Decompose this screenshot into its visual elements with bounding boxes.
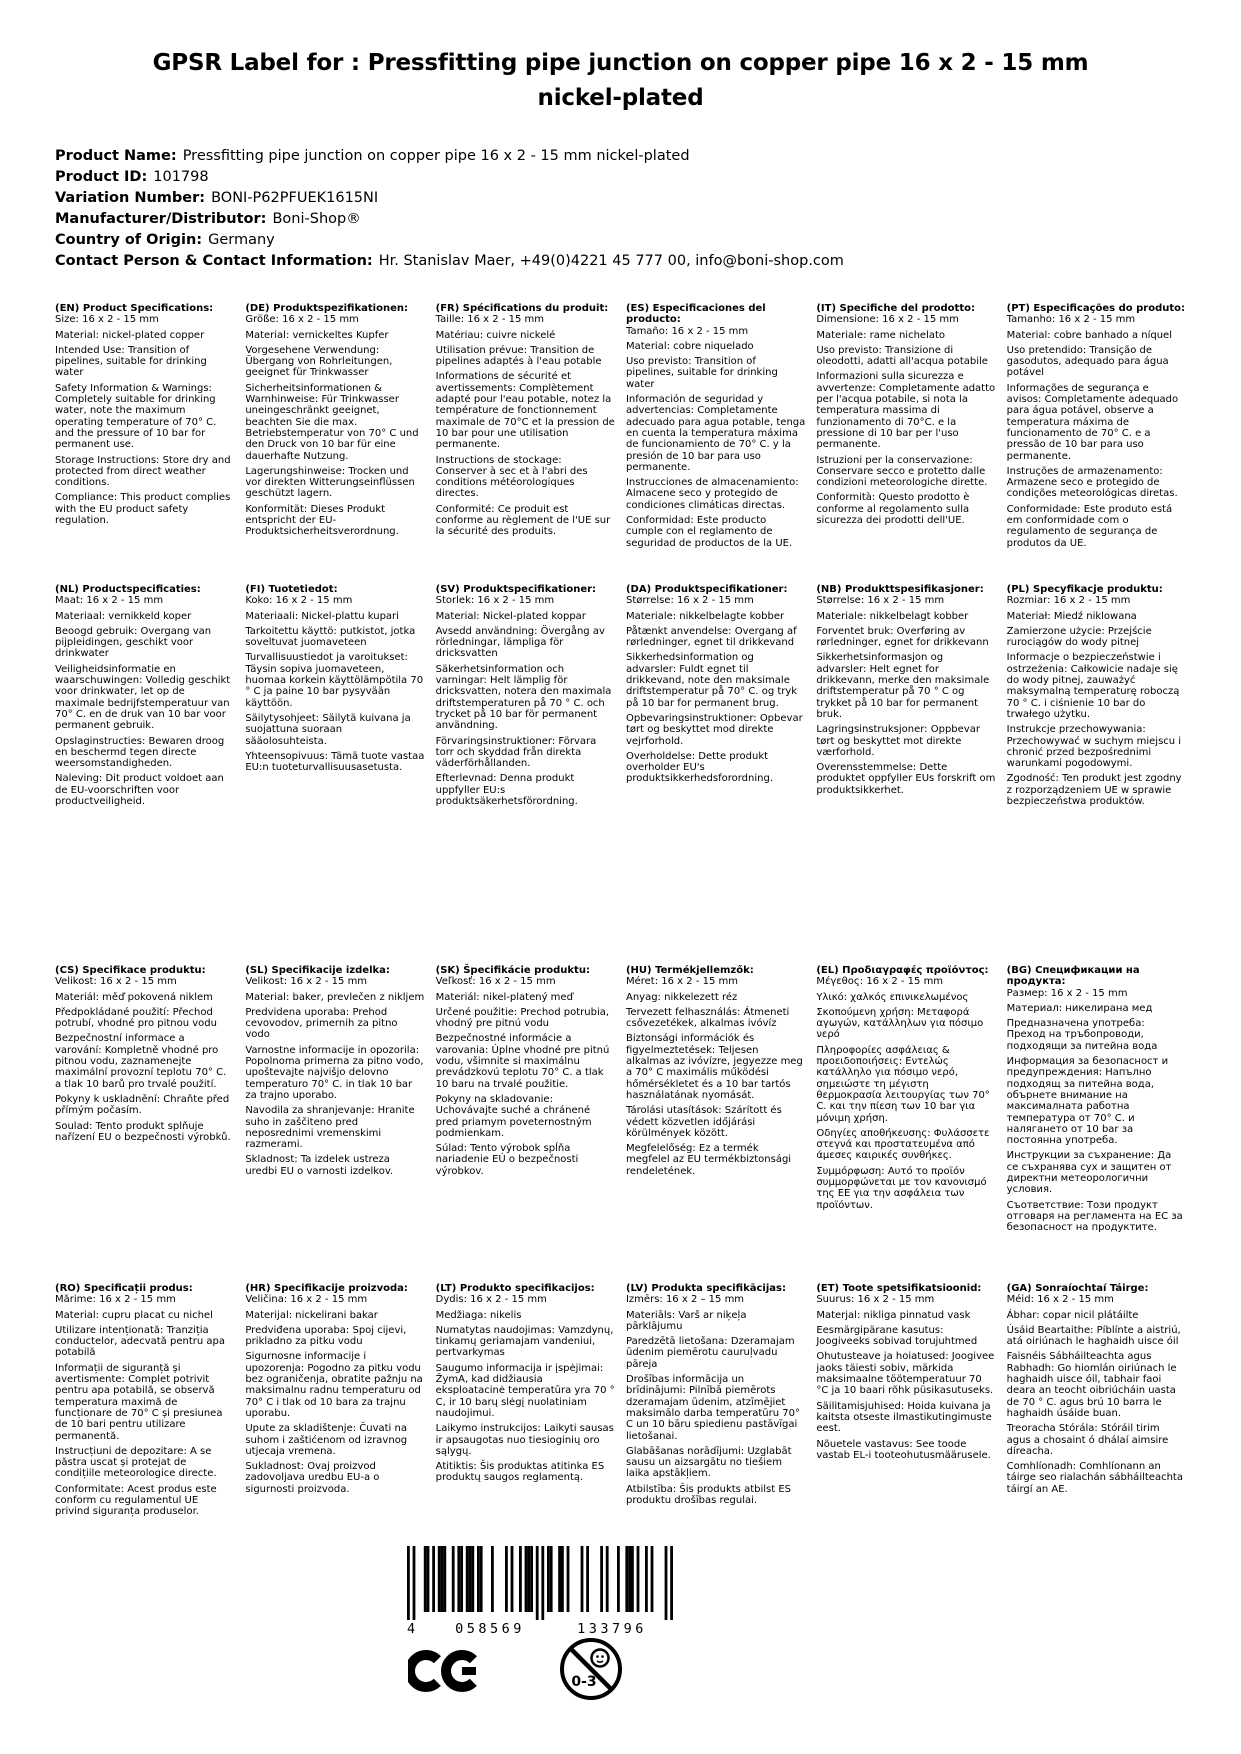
language-block-hu <box>626 965 805 1283</box>
spec-paragraph: Material: vernickeltes Kupfer <box>245 329 389 341</box>
spec-paragraph: Lagringsinstruksjoner: Oppbevar tørt og beskyttet mot direkte værforhold. <box>816 724 980 758</box>
spec-paragraph: Größe: 16 x 2 - 15 mm <box>245 314 359 326</box>
spec-paragraph: Υλικό: χαλκός επινικελωμένος <box>816 991 969 1003</box>
spec-paragraph: Størrelse: 16 x 2 - 15 mm <box>816 595 945 607</box>
spec-paragraph: Storlek: 16 x 2 - 15 mm <box>435 595 555 607</box>
spec-paragraph: Material: cobre banhado a níquel <box>1006 329 1172 341</box>
spec-paragraph: Säilitamisjuhised: Hoida kuivana ja kaitsta otseste ilmastikutingimuste eest. <box>816 1400 992 1435</box>
spec-paragraph: Navodila za shranjevanje: Hranite suho in zaščiteno pred neposrednimi vremenskimi razmerami. <box>245 1105 415 1151</box>
spec-paragraph: Storage Instructions: Store dry and protected from direct weather conditions. <box>55 454 231 489</box>
language-block-header: (BG) Спецификации на продукта: <box>1006 965 1140 988</box>
spec-paragraph: Opbevaringsinstruktioner: Opbevar tørt og beskyttet mod direkte vejrforhold. <box>625 712 803 747</box>
spec-paragraph: Efterlevnad: Denna produkt uppfyller EU:s produktsäkerhetsförordning. <box>435 773 578 808</box>
language-block-it <box>816 303 995 584</box>
language-block-header: (PT) Especificações do produto: <box>1006 303 1186 314</box>
barcode-digit-leading: 4 <box>407 1621 416 1637</box>
spec-paragraph: Instrucciones de almacenamiento: Almacene seco y protegido de condiciones climáticas directas. <box>625 477 799 511</box>
language-block-header: (IT) Specifiche del prodotto: <box>816 303 975 314</box>
spec-paragraph: Veličina: 16 x 2 - 15 mm <box>245 1294 368 1306</box>
language-block-pl <box>1007 584 1186 965</box>
spec-paragraph: Tamaño: 16 x 2 - 15 mm <box>625 325 749 337</box>
spec-paragraph: Koko: 16 x 2 - 15 mm <box>245 595 353 607</box>
spec-paragraph: Mărime: 16 x 2 - 15 mm <box>55 1294 176 1306</box>
ean-barcode <box>407 1546 673 1637</box>
spec-paragraph: Veľkosť: 16 x 2 - 15 mm <box>435 976 556 988</box>
spec-paragraph: Informații de siguranță și avertismente: Complet potrivit pentru apa potabilă, se observă temperatura maximă de funcționare de 70° C și presiunea de 10 bari pentru utilizare permanentă. <box>55 1362 223 1442</box>
spec-paragraph: Sukladnost: Ovaj proizvod zadovoljava uredbu EU-a o sigurnosti proizvoda. <box>245 1461 380 1495</box>
spec-paragraph: Overholdelse: Dette produkt overholder EU's produktsikkerhedsforordning. <box>625 750 774 785</box>
spec-paragraph: Anyag: nikkelezett réz <box>625 991 738 1003</box>
spec-paragraph: Σκοπούμενη χρήση: Μεταφορά αγωγών, κατάλληλων για πόσιμο νερό <box>816 1006 984 1041</box>
product-info-row <box>55 146 1186 167</box>
spec-paragraph: Размер: 16 x 2 - 15 mm <box>1006 987 1128 999</box>
language-block-fr <box>436 303 615 584</box>
language-block-bg <box>1007 965 1186 1283</box>
spec-paragraph: Pokyny na skladovanie: Uchovávajte suché a chránené pred priamym poveternostným podmienkam. <box>435 1093 592 1139</box>
spec-paragraph: Suurus: 16 x 2 - 15 mm <box>816 1294 935 1306</box>
spec-paragraph: Material: nickel-plated copper <box>55 329 205 341</box>
spec-paragraph: Materiał: Miedź niklowana <box>1006 610 1137 622</box>
spec-paragraph: Informacje o bezpieczeństwie i ostrzeżenia: Całkowicie nadaje się do wody pitnej, zauważyć maksymalną temperaturę roboczą 70 ° C. i ciśnienie 10 bar do trwałego użytku. <box>1006 652 1180 720</box>
spec-paragraph: Uso pretendido: Transição de gasodutos, adequado para água potável <box>1006 344 1169 379</box>
language-block-header: (SV) Produktspecifikationer: <box>435 584 597 595</box>
spec-paragraph: Predviđena uporaba: Spoj cijevi, prikladno za pitku vodu <box>245 1324 407 1348</box>
language-block-header: (EL) Προδιαγραφές προϊόντος: <box>816 965 989 976</box>
spec-paragraph: Materjal: nikliga pinnatud vask <box>816 1309 971 1321</box>
language-block-ro <box>55 1283 234 1522</box>
product-info-value: Pressfitting pipe junction on copper pipe 16 x 2 - 15 mm nickel-plated <box>182 148 690 164</box>
page-title: GPSR Label for : Pressfitting pipe junction on copper pipe 16 x 2 - 15 mm nickel-plated <box>152 50 1089 111</box>
language-block-sk <box>436 965 615 1283</box>
spec-paragraph: Predvidena uporaba: Prehod cevovodov, primernih za pitno vodo <box>245 1006 398 1041</box>
product-info-value: Boni-Shop® <box>272 211 361 227</box>
spec-paragraph: Informazioni sulla sicurezza e avvertenze: Completamente adatto per l'acqua potabile, si nota la temperatura massima di funzionamento di 70°C. e la pressione di 10 bar per l'uso permanente. <box>816 371 996 451</box>
spec-paragraph: Materiale: rame nichelato <box>816 329 946 341</box>
spec-paragraph: Συμμόρφωση: Αυτό το προϊόν συμμορφώνεται με τον κανονισμό της ΕΕ για την ασφάλεια των προϊόντων. <box>816 1165 987 1211</box>
language-block-header: (LT) Produkto specifikacijos: <box>435 1283 595 1294</box>
spec-paragraph: Utilizare intenționată: Tranziția conductelor, adecvată pentru apa potabilă <box>55 1324 225 1359</box>
spec-paragraph: Drošības informācija un brīdinājumi: Pilnībā piemērots dzeramajam ūdenim, atzīmējiet maksimālo darba temperatūru 70° C un 10 bāru spiedienu pastāvīgai lietošanai. <box>625 1374 800 1442</box>
spec-paragraph: Información de seguridad y advertencias: Completamente adecuado para agua potable, tenga en cuenta la temperatura máxima de funcionamiento de 70° C. y la presión de 10 bar para uso permanente. <box>625 394 806 473</box>
language-block-header: (HR) Specifikacije proizvoda: <box>245 1283 408 1294</box>
spec-paragraph: Glabāšanas norādījumi: Uzglabāt sausu un aizsargātu no tiešiem laika apstākļiem. <box>625 1445 792 1480</box>
language-block-de <box>245 303 424 584</box>
product-info-row <box>55 209 1186 230</box>
spec-paragraph: Material: baker, prevlečen z nikljem <box>245 991 425 1003</box>
product-info-label: Variation Number: <box>55 190 206 206</box>
spec-paragraph: Varnostne informacije in opozorila: Popolnoma primerna za pitno vodo, upoštevajte najvišjo delovno temperaturo 70° C. in tlak 10 bar za trajno uporabo. <box>245 1044 424 1101</box>
spec-paragraph: Laikymo instrukcijos: Laikyti sausas ir apsaugotas nuo tiesioginių oro sąlygų. <box>435 1423 614 1457</box>
language-block-pt <box>1007 303 1186 584</box>
spec-paragraph: Tamanho: 16 x 2 - 15 mm <box>1006 314 1136 326</box>
language-block-header: (RO) Specificații produs: <box>55 1283 193 1294</box>
spec-paragraph: Megfelelőség: Ez a termék megfelel az EU termékbiztonsági rendeletének. <box>625 1143 792 1177</box>
spec-paragraph: Materiál: nikel-platený meď <box>435 991 573 1003</box>
spec-paragraph: Säilytysohjeet: Säilytä kuivana ja suojattuna suoraan sääolosuhteista. <box>245 712 411 747</box>
spec-paragraph: Compliance: This product complies with the EU product safety regulation. <box>55 492 231 527</box>
product-info-row <box>55 230 1186 251</box>
spec-paragraph: Информация за безопасност и предупреждения: Напълно подходящ за питейна вода, обърнете внимание на максималната работна температура от 70° C. и налягането от 10 bar за постоянна употреба. <box>1006 1056 1169 1147</box>
language-block-da <box>626 584 805 965</box>
spec-paragraph: Tervezett felhasználás: Átmeneti csővezetékek, alkalmas ivóvíz <box>625 1006 790 1030</box>
spec-paragraph: Material: cupru placat cu nichel <box>55 1309 213 1321</box>
spec-paragraph: Materiál: měď pokovená niklem <box>55 991 213 1003</box>
language-block-header: (HU) Termékjellemzők: <box>625 965 754 976</box>
spec-paragraph: Overensstemmelse: Dette produktet oppfyller EUs forskrift om produktsikkerhet. <box>816 762 996 796</box>
spec-paragraph: Materiale: nikkelbelagt kobber <box>816 610 969 622</box>
spec-paragraph: Sikkerhedsinformation og advarsler: Fuldt egnet til drikkevand, note den maksimale driftstemperatur på 70° C. og tryk på 10 bar for permanent brug. <box>625 652 798 709</box>
spec-paragraph: Предназначена употреба: Преход на тръбопроводи, подходящи за питейна вода <box>1006 1018 1158 1052</box>
spec-paragraph: Materiaal: vernikkeld koper <box>55 610 192 622</box>
spec-paragraph: Instrucțiuni de depozitare: A se păstra uscat și protejat de condițiile meteorologice directe. <box>55 1445 217 1480</box>
spec-paragraph: Faisnéis Sábháilteachta agus Rabhadh: Go hiomlán oiriúnach le haghaidh uisce óil, tabhair faoi deara an teocht oibriúcháin uasta de 70 ° C. agus brú 10 barra le haghaidh úsáide buan. <box>1006 1351 1177 1419</box>
ean-barcode-bars <box>407 1546 673 1620</box>
spec-paragraph: Bezpečnostní informace a varování: Kompletně vhodné pro pitnou vodu, zaznamenejte maximální provozní teplotu 70° C. a tlak 10 barů pro trvalé použití. <box>55 1033 227 1090</box>
spec-paragraph: Ohutusteave ja hoiatused: Joogivee jaoks täiesti sobiv, märkida maksimaalne töötemperatuur 70 °C ja 10 baari rõhk püsikasutuseks. <box>816 1351 995 1397</box>
language-block-lt <box>436 1283 615 1522</box>
spec-paragraph: Yhteensopivuus: Tämä tuote vastaa EU:n tuoteturvallisuusasetusta. <box>245 750 425 774</box>
spec-paragraph: Säkerhetsinformation och varningar: Helt lämplig för dricksvatten, notera den maximala driftstemperaturen på 70 ° C. och trycket på 10 bar för permanent användning. <box>435 663 612 732</box>
spec-paragraph: Πληροφορίες ασφάλειας & προειδοποιήσεις: Εντελώς κατάλληλο για πόσιμο νερό, σημειώστε τη μέγιστη θερμοκρασία λειτουργίας των 70° C. και την πίεση των 10 bar για μόνιμη χρήση. <box>816 1044 990 1124</box>
spec-paragraph: Předpokládané použití: Přechod potrubí, vhodné pro pitnou vodu <box>55 1006 217 1030</box>
spec-paragraph: Uso previsto: Transition of pipelines, suitable for drinking water <box>625 356 778 390</box>
spec-paragraph: Turvallisuustiedot ja varoitukset: Täysin sopiva juomaveteen, huomaa korkein käyttölämpötila 70 ° C ja paine 10 bar pysyvään käyttöön. <box>245 652 424 709</box>
spec-paragraph: Izmērs: 16 x 2 – 15 mm <box>625 1294 745 1306</box>
product-info-row <box>55 167 1186 188</box>
language-block-header: (DA) Produktspecifikationer: <box>625 584 788 595</box>
spec-paragraph: Størrelse: 16 x 2 - 15 mm <box>625 595 754 607</box>
product-info-label: Contact Person & Contact Information: <box>55 253 373 269</box>
spec-paragraph: Matériau: cuivre nickelé <box>435 329 556 341</box>
spec-paragraph: Förvaringsinstruktioner: Förvara torr och skyddad från direkta väderförhållanden. <box>435 735 597 770</box>
spec-paragraph: Ábhar: copar nicil plátáilte <box>1006 1309 1139 1321</box>
spec-paragraph: Forventet bruk: Overføring av rørledninger, egnet for drikkevann <box>816 625 989 649</box>
spec-paragraph: Uso previsto: Transizione di oleodotti, adatti all'acqua potabile <box>816 344 988 368</box>
spec-paragraph: Sikkerhetsinformasjon og advarsler: Helt egnet for drikkevann, merke den maksimale driftstemperatur på 70 ° C og trykket på 10 bar for permanent bruk. <box>816 652 990 720</box>
product-info-row <box>55 188 1186 209</box>
product-info-row <box>55 251 1186 272</box>
spec-paragraph: Instrukcje przechowywania: Przechowywać w suchym miejscu i chronić przed bezpośrednimi warunkami pogodowymi. <box>1006 724 1182 770</box>
barcode-digits <box>407 1621 673 1637</box>
baby-face-icon <box>592 1650 609 1667</box>
spec-paragraph: Informations de sécurité et avertissements: Complètement adapté pour l'eau potable, notez la température de fonctionnement maximale de 70°C et la pression de 10 bar pour une utilisation permanente. <box>435 371 615 451</box>
language-block-nb <box>816 584 995 965</box>
spec-paragraph: Lagerungshinweise: Trocken und vor direkten Witterungseinflüssen geschützt lagern. <box>245 465 415 500</box>
spec-paragraph: Méret: 16 x 2 - 15 mm <box>625 976 738 988</box>
spec-paragraph: Conformitate: Acest produs este conform cu regulamentul UE privind siguranța produselor. <box>55 1483 217 1518</box>
spec-paragraph: Material: cobre niquelado <box>625 340 754 352</box>
product-info-value: 101798 <box>153 169 209 185</box>
language-block-header: (ES) Especificaciones del producto: <box>625 303 766 326</box>
language-block-fi <box>245 584 424 965</box>
spec-paragraph: Safety Information & Warnings: Completely suitable for drinking water, note the maximum operating temperature of 70° C. and the pressure of 10 bar for permanent use. <box>55 382 217 451</box>
product-info-label: Manufacturer/Distributor: <box>55 211 267 227</box>
language-block-es <box>626 303 805 584</box>
language-block-header: (FI) Tuotetiedot: <box>245 584 338 595</box>
spec-paragraph: Atbilstība: Šis produkts atbilst ES produktu drošības regulai. <box>625 1483 791 1507</box>
spec-paragraph: Conformità: Questo prodotto è conforme al regolamento sulla sicurezza dei prodotti dell'UE. <box>816 492 970 527</box>
spec-paragraph: Avsedd användning: Övergång av rörledningar, lämpliga för dricksvatten <box>435 625 605 660</box>
spec-paragraph: Soulad: Tento produkt splňuje nařízení EU o bezpečnosti výrobků. <box>55 1120 231 1143</box>
spec-paragraph: Naleving: Dit product voldoet aan de EU-voorschriften voor productveiligheid. <box>55 773 224 808</box>
spec-paragraph: Biztonsági információk és figyelmeztetések: Teljesen alkalmas az ivóvízre, jegyezze meg a 70° C maximális működési hőmérsékletet és a 10 bar tartós használatának nyomását. <box>625 1033 803 1101</box>
spec-paragraph: Materijal: nickelirani bakar <box>245 1309 378 1321</box>
language-block-cs <box>55 965 234 1283</box>
spec-paragraph: Μέγεθος: 16 x 2 - 15 mm <box>816 976 944 988</box>
spec-paragraph: Conformidade: Este produto está em conformidade com o regulamento de segurança de produtos da UE. <box>1006 503 1173 549</box>
product-info-value: Germany <box>208 232 275 248</box>
language-block-header: (SL) Specifikacije izdelka: <box>245 965 390 976</box>
product-info <box>55 146 1186 272</box>
age-warning-icon <box>558 1636 624 1702</box>
language-block-lv <box>626 1283 805 1522</box>
product-info-value: Hr. Stanislav Maer, +49(0)4221 45 777 00, info@boni-shop.com <box>378 253 844 269</box>
spec-paragraph: Sicherheitsinformationen & Warnhinweise: Für Trinkwasser uneingeschränkt geeignet, beachten Sie die max. Betriebstemperatur von 70° C und den Druck von 10 bar für eine dauerhafte Nutzung. <box>245 382 419 462</box>
spec-paragraph: Påtænkt anvendelse: Overgang af rørledninger, egnet til drikkevand <box>625 625 797 649</box>
spec-paragraph: Conformidad: Este producto cumple con el reglamento de seguridad de productos de la UE. <box>625 515 793 549</box>
language-block-hr <box>245 1283 424 1522</box>
spec-paragraph: Konformität: Dieses Produkt entspricht der EU-Produktsicherheitsverordnung. <box>245 503 399 538</box>
spec-paragraph: Informações de segurança e avisos: Completamente adequado para água potável, observe a temperatura máxima de funcionamento de 70° C. e a pressão de 10 bar para uso permanente. <box>1006 382 1179 462</box>
language-block-ga <box>1007 1283 1186 1522</box>
spec-paragraph: Medžiaga: nikelis <box>435 1309 522 1321</box>
spec-paragraph: Méid: 16 x 2 - 15 mm <box>1006 1294 1114 1306</box>
barcode-digit-group-left: 058569 <box>455 1621 525 1637</box>
spec-paragraph: Opslaginstructies: Bewaren droog en beschermd tegen directe weersomstandigheden. <box>55 735 225 770</box>
ce-mark-icon <box>408 1644 480 1698</box>
language-block-sv <box>436 584 615 965</box>
spec-paragraph: Paredzētā lietošana: Dzeramajam ūdenim piemērotu cauruļvadu pāreja <box>625 1336 795 1370</box>
spec-paragraph: Pokyny k uskladnění: Chraňte před přímým počasím. <box>55 1093 230 1117</box>
spec-paragraph: Utilisation prévue: Transition de pipelines adaptés à l'eau potable <box>435 344 602 368</box>
spec-paragraph: Materiāls: Varš ar niķeļa pārklājumu <box>625 1309 747 1332</box>
spec-paragraph: Nõuetele vastavus: See toode vastab EL-i tooteohutusmäärusele. <box>816 1438 991 1461</box>
spec-paragraph: Sigurnosne informacije i upozorenja: Pogodno za pitku vodu bez ograničenja, obratite pažnju na maksimalnu radnu temperaturu od 70° C i tlak od 10 bara za trajnu uporabu. <box>245 1351 423 1419</box>
spec-paragraph: Súlad: Tento výrobok spĺňa nariadenie EÚ o bezpečnosti výrobkov. <box>435 1143 579 1177</box>
language-block-header: (FR) Spécifications du produit: <box>435 303 609 314</box>
spec-paragraph: Materiale: nikkelbelagte kobber <box>625 610 785 622</box>
spec-paragraph: Eesmärgipärane kasutus: Joogiveeks sobivad torujuhtmed <box>816 1324 978 1348</box>
language-block-header: (GA) Sonraíochtaí Táirge: <box>1006 1283 1149 1294</box>
language-block-header: (DE) Produktspezifikationen: <box>245 303 408 314</box>
language-block-el <box>816 965 995 1283</box>
spec-paragraph: Size: 16 x 2 - 15 mm <box>55 314 159 326</box>
language-block-header: (SK) Špecifikácie produktu: <box>435 965 590 976</box>
spec-paragraph: Tarkoitettu käyttö: putkistot, jotka soveltuvat juomaveteen <box>245 625 416 649</box>
barcode-digit-group-right: 133796 <box>577 1621 647 1637</box>
spec-paragraph: Rozmiar: 16 x 2 - 15 mm <box>1006 595 1131 607</box>
language-block-et <box>816 1283 995 1522</box>
spec-paragraph: Úsáid Beartaithe: Píblínte a aistriú, atá oiriúnach le haghaidh uisce óil <box>1006 1324 1181 1348</box>
spec-paragraph: Maat: 16 x 2 - 15 mm <box>55 595 164 607</box>
spec-paragraph: Vorgesehene Verwendung: Übergang von Rohrleitungen, geeignet für Trinkwasser <box>245 344 393 379</box>
product-info-label: Country of Origin: <box>55 232 203 248</box>
language-block-nl <box>55 584 234 965</box>
language-block-header: (CS) Specifikace produktu: <box>55 965 206 976</box>
spec-paragraph: Instruções de armazenamento: Armazene seco e protegido de condições meteorológicas diretas. <box>1006 465 1178 500</box>
spec-paragraph: Atitiktis: Šis produktas atitinka ES produktų saugos reglamentą. <box>435 1461 605 1484</box>
spec-paragraph: Zamierzone użycie: Przejście rurociągów do wody pitnej <box>1006 625 1152 649</box>
spec-paragraph: Instructions de stockage: Conserver à sec et à l'abri des conditions météorologiques directes. <box>435 454 588 500</box>
language-block-header: (ET) Toote spetsifikatsioonid: <box>816 1283 982 1294</box>
language-block-en <box>55 303 234 584</box>
spec-paragraph: Skladnost: Ta izdelek ustreza uredbi EU o varnosti izdelkov. <box>245 1154 394 1177</box>
spec-paragraph: Saugumo informacija ir įspėjimai: ŽymA, kad didžiausia eksploatacinė temperatūra yra 70 ° C, ir 10 barų slėgį nuolatiniam naudojimui. <box>435 1362 615 1419</box>
language-block-header: (NL) Productspecificaties: <box>55 584 201 595</box>
language-block-sl <box>245 965 424 1283</box>
spec-paragraph: Zgodność: Ten produkt jest zgodny z rozporządzeniem UE w sprawie bezpieczeństwa produktów. <box>1006 773 1182 808</box>
spec-paragraph: Upute za skladištenje: Čuvati na suhom i zaštićenom od izravnog utjecaja vremena. <box>245 1423 408 1457</box>
spec-paragraph: Numatytas naudojimas: Vamzdynų, tinkamų geriamajam vandeniui, pertvarkymas <box>435 1324 614 1359</box>
spec-paragraph: Οδηγίες αποθήκευσης: Φυλάσσετε στεγνά και προστατευμένα από άμεσες καιρικές συνθήκες. <box>816 1127 990 1162</box>
spec-paragraph: Dimensione: 16 x 2 - 15 mm <box>816 314 959 326</box>
language-block-header: (NB) Produkttspesifikasjoner: <box>816 584 984 595</box>
spec-paragraph: Velikost: 16 x 2 - 15 mm <box>245 976 368 988</box>
language-block-header: (PL) Specyfikacje produktu: <box>1006 584 1163 595</box>
spec-paragraph: Istruzioni per la conservazione: Conservare secco e protetto dalle condizioni meteorologiche dirette. <box>816 454 988 489</box>
spec-paragraph: Intended Use: Transition of pipelines, suitable for drinking water <box>55 344 207 379</box>
age-warning-label: 0-3 <box>571 1674 597 1690</box>
spec-paragraph: Veiligheidsinformatie en waarschuwingen: Volledig geschikt voor drinkwater, let op de maximale bedrijfstemperatuur van 70° C. en de druk van 10 bar voor permanent gebruik. <box>55 663 231 732</box>
spec-paragraph: Comhlíonadh: Comhlíonann an táirge seo rialachán sábháilteachta táirgí an AE. <box>1006 1461 1183 1495</box>
spec-paragraph: Conformité: Ce produit est conforme au règlement de l'UE sur la sécurité des produits. <box>435 503 611 538</box>
product-info-value: BONI-P62PFUEK1615NI <box>211 190 379 206</box>
product-info-label: Product Name: <box>55 148 177 164</box>
language-specifications-grid <box>55 303 1186 1522</box>
language-block-header: (LV) Produkta specifikācijas: <box>625 1283 786 1294</box>
spec-paragraph: Съответствие: Този продукт отговаря на регламента на ЕС за безопасност на продуктите. <box>1006 1199 1183 1234</box>
language-block-header: (EN) Product Specifications: <box>55 303 214 314</box>
spec-paragraph: Velikost: 16 x 2 - 15 mm <box>55 976 177 988</box>
spec-paragraph: Bezpečnostné informácie a varovania: Úplne vhodné pre pitnú vodu, všimnite si maximálnu prevádzkovú teplotu 70° C. a tlak 10 baru na trvalé použitie. <box>435 1033 610 1090</box>
spec-paragraph: Materiaali: Nickel-plattu kupari <box>245 610 399 622</box>
spec-paragraph: Инструкции за съхранение: Да се съхранява сух и защитен от директни метеорологични условия. <box>1006 1150 1172 1196</box>
spec-paragraph: Material: Nickel-plated koppar <box>435 610 586 622</box>
spec-paragraph: Tárolási utasítások: Szárított és védett közvetlen időjárási körülmények között. <box>625 1105 782 1139</box>
product-info-label: Product ID: <box>55 169 148 185</box>
spec-paragraph: Taille: 16 x 2 - 15 mm <box>435 314 544 326</box>
spec-paragraph: Dydis: 16 x 2 - 15 mm <box>435 1294 547 1306</box>
spec-paragraph: Určené použitie: Prechod potrubia, vhodný pre pitnú vodu <box>435 1006 610 1030</box>
spec-paragraph: Beoogd gebruik: Overgang van pijpleidingen, geschikt voor drinkwater <box>55 625 212 660</box>
spec-paragraph: Материал: никелирана мед <box>1006 1002 1153 1014</box>
spec-paragraph: Treoracha Stórála: Stóráil tirim agus a chosaint ó dhálaí aimsire díreacha. <box>1006 1423 1169 1457</box>
